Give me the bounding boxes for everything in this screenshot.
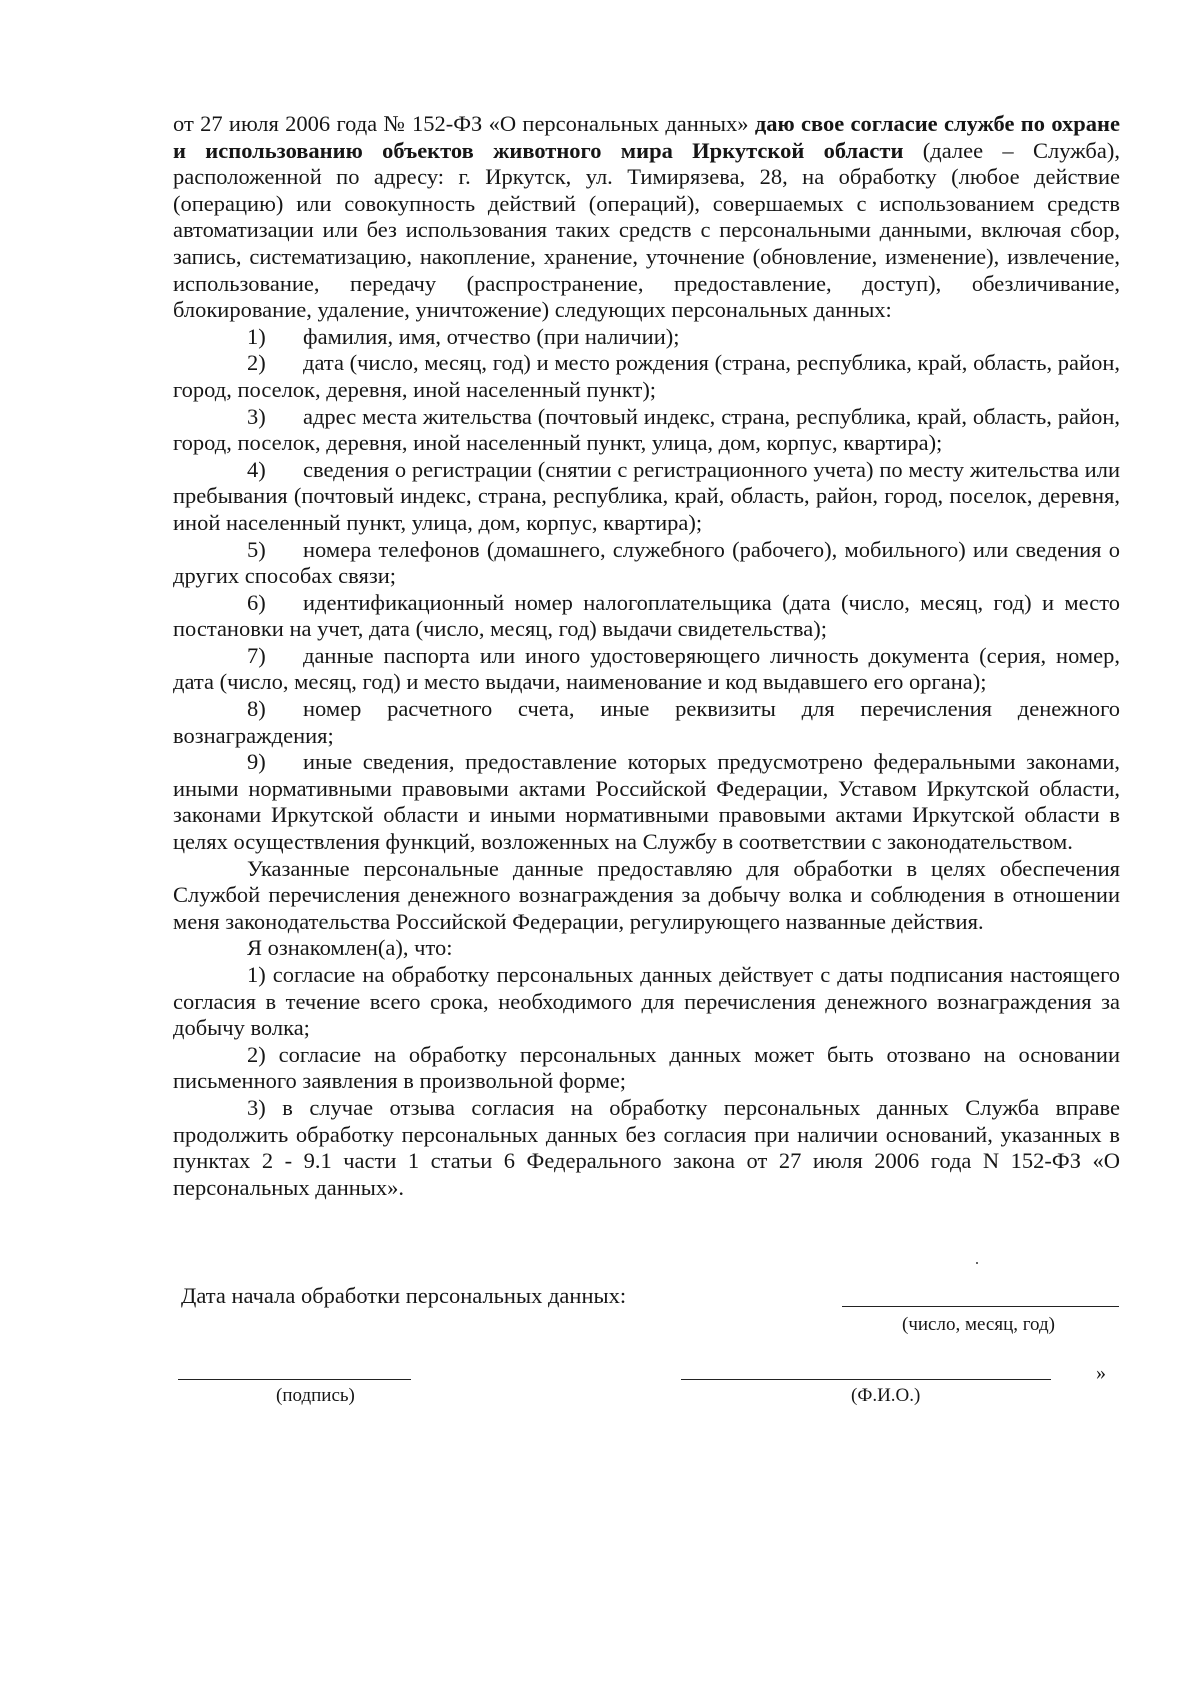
list-item [173,749,1120,855]
intro-text-end: (далее – Служба), расположенной по адресу: г. Иркутск, ул. Тимирязева, 28, на обработку (любое действие (операцию) или совокупность действий (операций), совершаемых с использованием средств автоматизации или без использования таких средств с персональными данными, включая сбор, запись, систематизацию, накопление, хранение, уточнение (обновление, изменение), извлечение, использование, передачу (распространение, предоставление, доступ), обезличивание, блокирование, удаление, уничтожение) следующих персональных данных: [173,137,1120,323]
list-item-text: данные паспорта или иного удостоверяющего личность документа (серия, номер, дата (число, месяц, год) и место выдачи, наименование и код выдавшего его органа); [173,642,1120,695]
list-item [173,350,1120,403]
date-start-label: Дата начала обработки персональных данных: [181,1283,627,1308]
date-blank-line [842,1306,1119,1307]
list-item [173,696,1120,749]
list-item-number: 6) [247,589,266,615]
list-item-text: сведения о регистрации (снятии с регистрационного учета) по месту жительства или пребывания (почтовый индекс, страна, республика, край, область, район, город, поселок, деревня, иной населенный пункт, улица, дом, корпус, квартира); [173,456,1120,535]
scan-speck [976,1262,978,1264]
list-item-number: 2) [247,350,266,376]
purpose-paragraph: Указанные персональные данные предоставляю для обработки в целях обеспечения Службой перечисления денежного вознаграждения за добычу волка и соблюдения в отношении меня законодательства Российской Федерации, регулирующего названные действия. [173,855,1120,934]
list-item [173,457,1120,537]
list-item-text: номер расчетного счета, иные реквизиты для перечисления денежного вознаграждения; [173,696,1120,748]
closing-quote: » [1096,1362,1106,1384]
fio-caption: (Ф.И.О.) [851,1385,921,1406]
list-item-number: 8) [247,696,266,722]
list-item [173,590,1120,643]
intro-bold-consent: даю свое согласие службе по охране и использованию объектов животного мира Иркутской области [173,111,1121,163]
ack-item: 2) согласие на обработку персональных данных может быть отозвано на основании письменного заявления в произвольной форме; [173,1041,1120,1094]
consent-text [173,111,1120,1201]
ack-item: 1) согласие на обработку персональных данных действует с даты подписания настоящего согласия в течение всего срока, необходимого для перечисления денежного вознаграждения за добычу волка; [173,962,1120,1041]
list-item-number: 9) [247,749,266,775]
list-item-text: фамилия, имя, отчество (при наличии); [303,323,680,349]
list-item-number: 3) [247,403,266,429]
intro-text-start: от 27 июля 2006 года № 152-ФЗ «О персональных данных» [173,111,755,136]
list-item [173,324,1120,351]
list-item-text: номера телефонов (домашнего, служебного (рабочего), мобильного) или сведения о других способах связи; [173,536,1120,589]
list-item-text: иные сведения, предоставление которых предусмотрено федеральными законами, иными нормативными правовыми актами Российской Федерации, Уставом Иркутской области, законами Иркутской области и иными нормативными правовыми актами Иркутской области в целях осуществления функций, возложенных на Службу в соответствии с законодательством. [173,749,1120,855]
list-item-text: адрес места жительства (почтовый индекс, страна, республика, край, область, район, город, поселок, деревня, иной населенный пункт, улица, дом, корпус, квартира); [173,403,1120,456]
list-item-number: 4) [247,456,266,482]
date-caption: (число, месяц, год) [902,1314,1056,1335]
list-item-number: 1) [247,323,266,349]
list-item-text: идентификационный номер налогоплательщика (дата (число, месяц, год) и место постановки на учет, дата (число, месяц, год) выдачи свидетельства); [173,589,1120,642]
fio-blank-line [681,1379,1051,1380]
list-item [173,404,1120,457]
intro-paragraph [173,111,1120,324]
signature-caption: (подпись) [276,1385,355,1406]
list-item-text: дата (число, месяц, год) и место рождения (страна, республика, край, область, район, город, поселок, деревня, иной населенный пункт); [173,350,1120,402]
list-item-number: 7) [247,642,266,668]
ack-item: 3) в случае отзыва согласия на обработку персональных данных Служба вправе продолжить обработку персональных данных без согласия при наличии оснований, указанных в пунктах 2 - 9.1 части 1 статьи 6 Федерального закона от 27 июля 2006 года N 152-ФЗ «О персональных данных». [173,1094,1120,1200]
list-item-number: 5) [247,536,266,562]
list-item [173,643,1120,696]
acknowledged-heading: Я ознакомлен(а), что: [247,935,453,961]
signature-blank-line [178,1379,411,1380]
list-item [173,537,1120,590]
